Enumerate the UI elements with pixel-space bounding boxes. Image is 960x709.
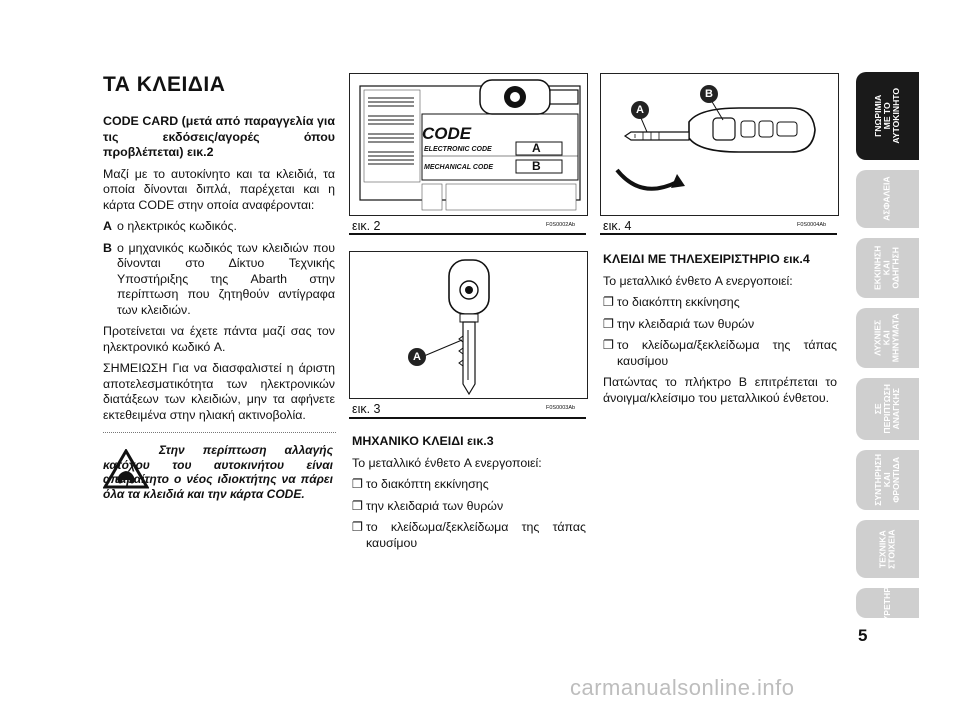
watermark: carmanualsonline.info (570, 675, 795, 700)
checkbox-bullet-icon: ❐ (603, 338, 615, 352)
tab-label: ΕΥΡΕΤΗΡΙΟ (881, 578, 892, 628)
figure-caption: εικ. 4 (603, 219, 632, 233)
list-text: το κλείδωμα/ξεκλείδωμα της τάπας καυσίμου (366, 520, 586, 550)
middle-column (352, 434, 586, 557)
code-card-illustration (350, 74, 587, 215)
callout-a: A (408, 348, 426, 366)
figure-mechanical-key (349, 251, 588, 399)
page-title: ΤΑ ΚΛΕΙΔΙΑ (103, 73, 226, 96)
tab-label: ΣΕ ΠΕΡΙΠΤΩΣΗ ΑΝΑΓΚΗΣ (872, 384, 902, 434)
list-text: την κλειδαριά των θυρών (366, 498, 504, 513)
list-item (103, 219, 335, 235)
recommendation-paragraph: Προτείνεται να έχετε πάντα μαζί σας τον ηλεκτρονικό κωδικό A. (103, 324, 335, 354)
warning-body: Στην περίπτωση αλλαγής κατόχου του αυτοκινήτου είναι απαραίτητο ο νέος ιδιοκτήτης να πάρει όλα τα κλειδιά και την κάρτα CODE. (103, 443, 333, 501)
divider (103, 432, 336, 433)
tab-label: ΣΥΝΤΗΡΗΣΗ ΚΑΙ ΦΡΟΝΤΙΔΑ (872, 454, 902, 506)
list-text: το διακόπτη εκκίνησης (366, 477, 489, 491)
code-card-heading: CODE CARD (μετά από παραγγελία για τις εκδόσεις/αγορές όπου προβλέπεται) εικ.2 (103, 114, 335, 159)
tab-emergency[interactable] (856, 378, 919, 440)
warning-text (103, 443, 333, 501)
figure-id: F0S0002Ab (546, 222, 576, 228)
list-text: ο μηχανικός κωδικός των κλειδιών που δίνονται στο Δίκτυο Τεχνικής Υποστήριξης της Abarth στην περίπτωση που ζητηθούν αντίγραφα των κλειδιών. (117, 240, 335, 317)
checkbox-bullet-icon: ❐ (603, 316, 615, 331)
list-marker: A (103, 219, 112, 233)
figure-caption: εικ. 3 (352, 402, 381, 416)
figure-caption: εικ. 2 (352, 219, 381, 233)
electronic-code-label: ELECTRONIC CODE (424, 146, 492, 153)
list-text: το διακόπτη εκκίνησης (617, 295, 740, 309)
checkbox-bullet-icon: ❐ (352, 498, 364, 513)
tab-safety[interactable] (856, 170, 919, 228)
tab-getting-to-know[interactable] (856, 72, 919, 160)
tab-label: ΕΚΚΙΝΗΣΗ ΚΑΙ ΟΔΗΓΗΣΗ (872, 245, 902, 291)
tab-label: ΤΕΧΝΙΚΑ ΣΤΟΙΧΕΙΑ (877, 529, 897, 569)
list-marker: B (103, 240, 112, 255)
intro-paragraph: Μαζί με το αυτοκίνητο και τα κλειδιά, τα οποία δίνονται διπλά, παρέχεται και η κάρτα CODE στην οποία αναφέρονται: (103, 166, 335, 212)
list-item (603, 338, 837, 369)
tab-lights-messages[interactable] (856, 308, 919, 368)
figure-rule (349, 233, 586, 235)
figure-code-card (349, 73, 588, 216)
card-title: CODE (422, 124, 472, 143)
checkbox-bullet-icon: ❐ (352, 520, 364, 534)
tab-maintenance[interactable] (856, 450, 919, 510)
tab-label: ΓΝΩΡΙΜΙΑ ΜΕ ΤΟ ΑΥΤΟΚΙΝΗΤΟ (872, 88, 902, 144)
list-item (603, 317, 837, 333)
list-item (352, 520, 586, 551)
mechanical-intro: Το μεταλλικό ένθετο A ενεργοποιεί: (352, 455, 542, 470)
callout-a: A (631, 101, 649, 119)
figure-id: F0S0004Ab (797, 222, 827, 228)
tab-technical-data[interactable] (856, 520, 919, 578)
remote-key-illustration (601, 74, 838, 215)
checkbox-bullet-icon: ❐ (603, 295, 615, 309)
mark-a: A (532, 141, 541, 155)
list-item (352, 499, 586, 515)
figure-id: F0S0003Ab (546, 405, 576, 411)
tab-label: ΑΣΦΑΛΕΙΑ (881, 176, 892, 222)
left-column (103, 114, 335, 429)
list-item (603, 295, 837, 311)
remote-key-heading: ΚΛΕΙΔΙ ΜΕ ΤΗΛΕΧΕΙΡΙΣΤΗΡΙΟ εικ.4 (603, 252, 810, 266)
figure-rule (600, 233, 837, 235)
figure-remote-key (600, 73, 839, 216)
checkbox-bullet-icon: ❐ (352, 477, 364, 491)
tab-label: ΛΥΧΝΙΕΣ ΚΑΙ ΜΗΝΥΜΑΤΑ (872, 313, 902, 363)
mechanical-key-heading: ΜΗΧΑΝΙΚΟ ΚΛΕΙΔΙ εικ.3 (352, 434, 494, 448)
list-item (103, 241, 335, 319)
mechanical-code-label: MECHANICAL CODE (424, 164, 494, 171)
remote-outro: Πατώντας το πλήκτρο B επιτρέπεται το άνοιγμα/κλείσιμο του μεταλλικού ένθετου. (603, 375, 837, 405)
list-item (352, 477, 586, 493)
page-number: 5 (858, 626, 868, 645)
list-text: το κλείδωμα/ξεκλείδωμα της τάπας καυσίμου (617, 338, 837, 368)
figure-rule (349, 417, 586, 419)
right-column (603, 252, 837, 412)
mechanical-key-illustration (350, 252, 587, 398)
mark-b: B (532, 159, 541, 173)
list-text: ο ηλεκτρικός κωδικός. (117, 219, 237, 233)
note-paragraph: ΣΗΜΕΙΩΣΗ Για να διασφαλιστεί η άριστη αποτελεσματικότητα των ηλεκτρονικών διατάξεων των κλειδιών, μην τα αφήνετε εκτεθειμένα στην ηλιακή ακτινοβολία. (103, 361, 335, 422)
tab-starting-driving[interactable] (856, 238, 919, 298)
callout-b: B (700, 85, 718, 103)
tab-index[interactable] (856, 578, 919, 628)
remote-intro: Το μεταλλικό ένθετο A ενεργοποιεί: (603, 273, 793, 288)
list-text: την κλειδαριά των θυρών (617, 316, 755, 331)
